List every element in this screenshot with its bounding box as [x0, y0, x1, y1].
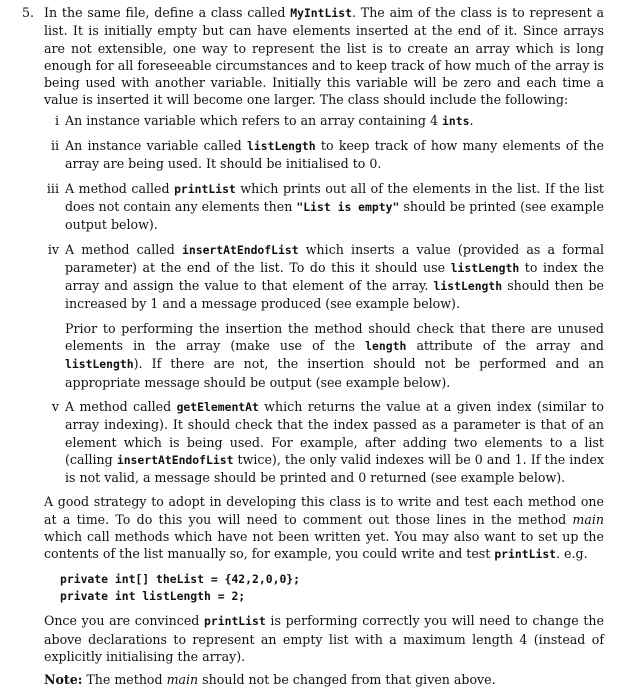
code-example: [60, 571, 604, 606]
item-label: i: [54, 112, 59, 128]
list-item: ii An instance variable called listLength to keep track of how many elements of the array are being used. It should be initialised to 0.: [44, 137, 604, 173]
code-line: private int[] theList = {42,2,0,0};: [60, 571, 301, 586]
requirements-list: [44, 112, 604, 487]
item-label: ii: [50, 138, 59, 154]
item-label: iv: [47, 241, 59, 257]
question-intro: In the same file, define a class called MyIntList. The aim of the class is to represent a list. It is initially empty but can have elements inserted at the end of it. Since arrays are not extensible, one way to represent the list is to create an array which is long enough for all foreseeable circumstances and to keep track of how much of the array is being used with another variable. Initially this variable will be zero and each time a value is inserted it will become one larger. The class should include the following:: [44, 5, 604, 108]
class-name-code: MyIntList: [290, 6, 352, 20]
list-item: iii A method called printList which prints out all of the elements in the list. If the list does not contain any elements then "List is empty" should be printed (see example output below).: [44, 180, 604, 234]
code-line: private int listLength = 2;: [60, 588, 246, 603]
strategy-paragraph: A good strategy to adopt in developing this class is to write and test each method one at a time. To do this you will need to comment out those lines in the method main which call methods which have not been written yet. You may also want to set up the contents of the list manually so, for example, you could write and test printList. e.g.: [44, 494, 604, 562]
convinced-paragraph: Once you are convinced printList is performing correctly you will need to change the above declarations to represent an empty list with a maximum length 4 (instead of explicitly initialising the array).: [44, 613, 604, 664]
note-label: Note:: [44, 672, 83, 688]
question-5: [22, 4, 604, 688]
list-item: iv A method called insertAtEndofList which inserts a value (provided as a formal parameter) at the end of the list. To do this it should use listLength to index the array and assign the value to that element of the array. listLength should then be increased by 1 and a message produced (see example below). Prior to performing the insertion the method should check that there are unused elements in the array (make use of the length attribute of the array and listLength). If there are not, the insertion should not be performed and an appropriate message should be output (see example below).: [44, 241, 604, 391]
question-number: 5.: [22, 5, 35, 20]
list-item: i An instance variable which refers to an array containing 4 ints.: [44, 112, 604, 130]
item-label: iii: [46, 180, 59, 196]
list-item: v A method called getElementAt which returns the value at a given index (similar to array indexing). It should check that the index passed as a parameter is that of an element which is being used. For example, after adding two elements to a list (calling insertAtEndofList twice), the only valid indexes will be 0 and 1. If the index is not valid, a message should be printed and 0 returned (see example below).: [44, 398, 604, 486]
item-label: v: [51, 398, 59, 414]
note-paragraph: Note: The method main should not be changed from that given above.: [44, 672, 496, 688]
question-body: [44, 4, 604, 688]
